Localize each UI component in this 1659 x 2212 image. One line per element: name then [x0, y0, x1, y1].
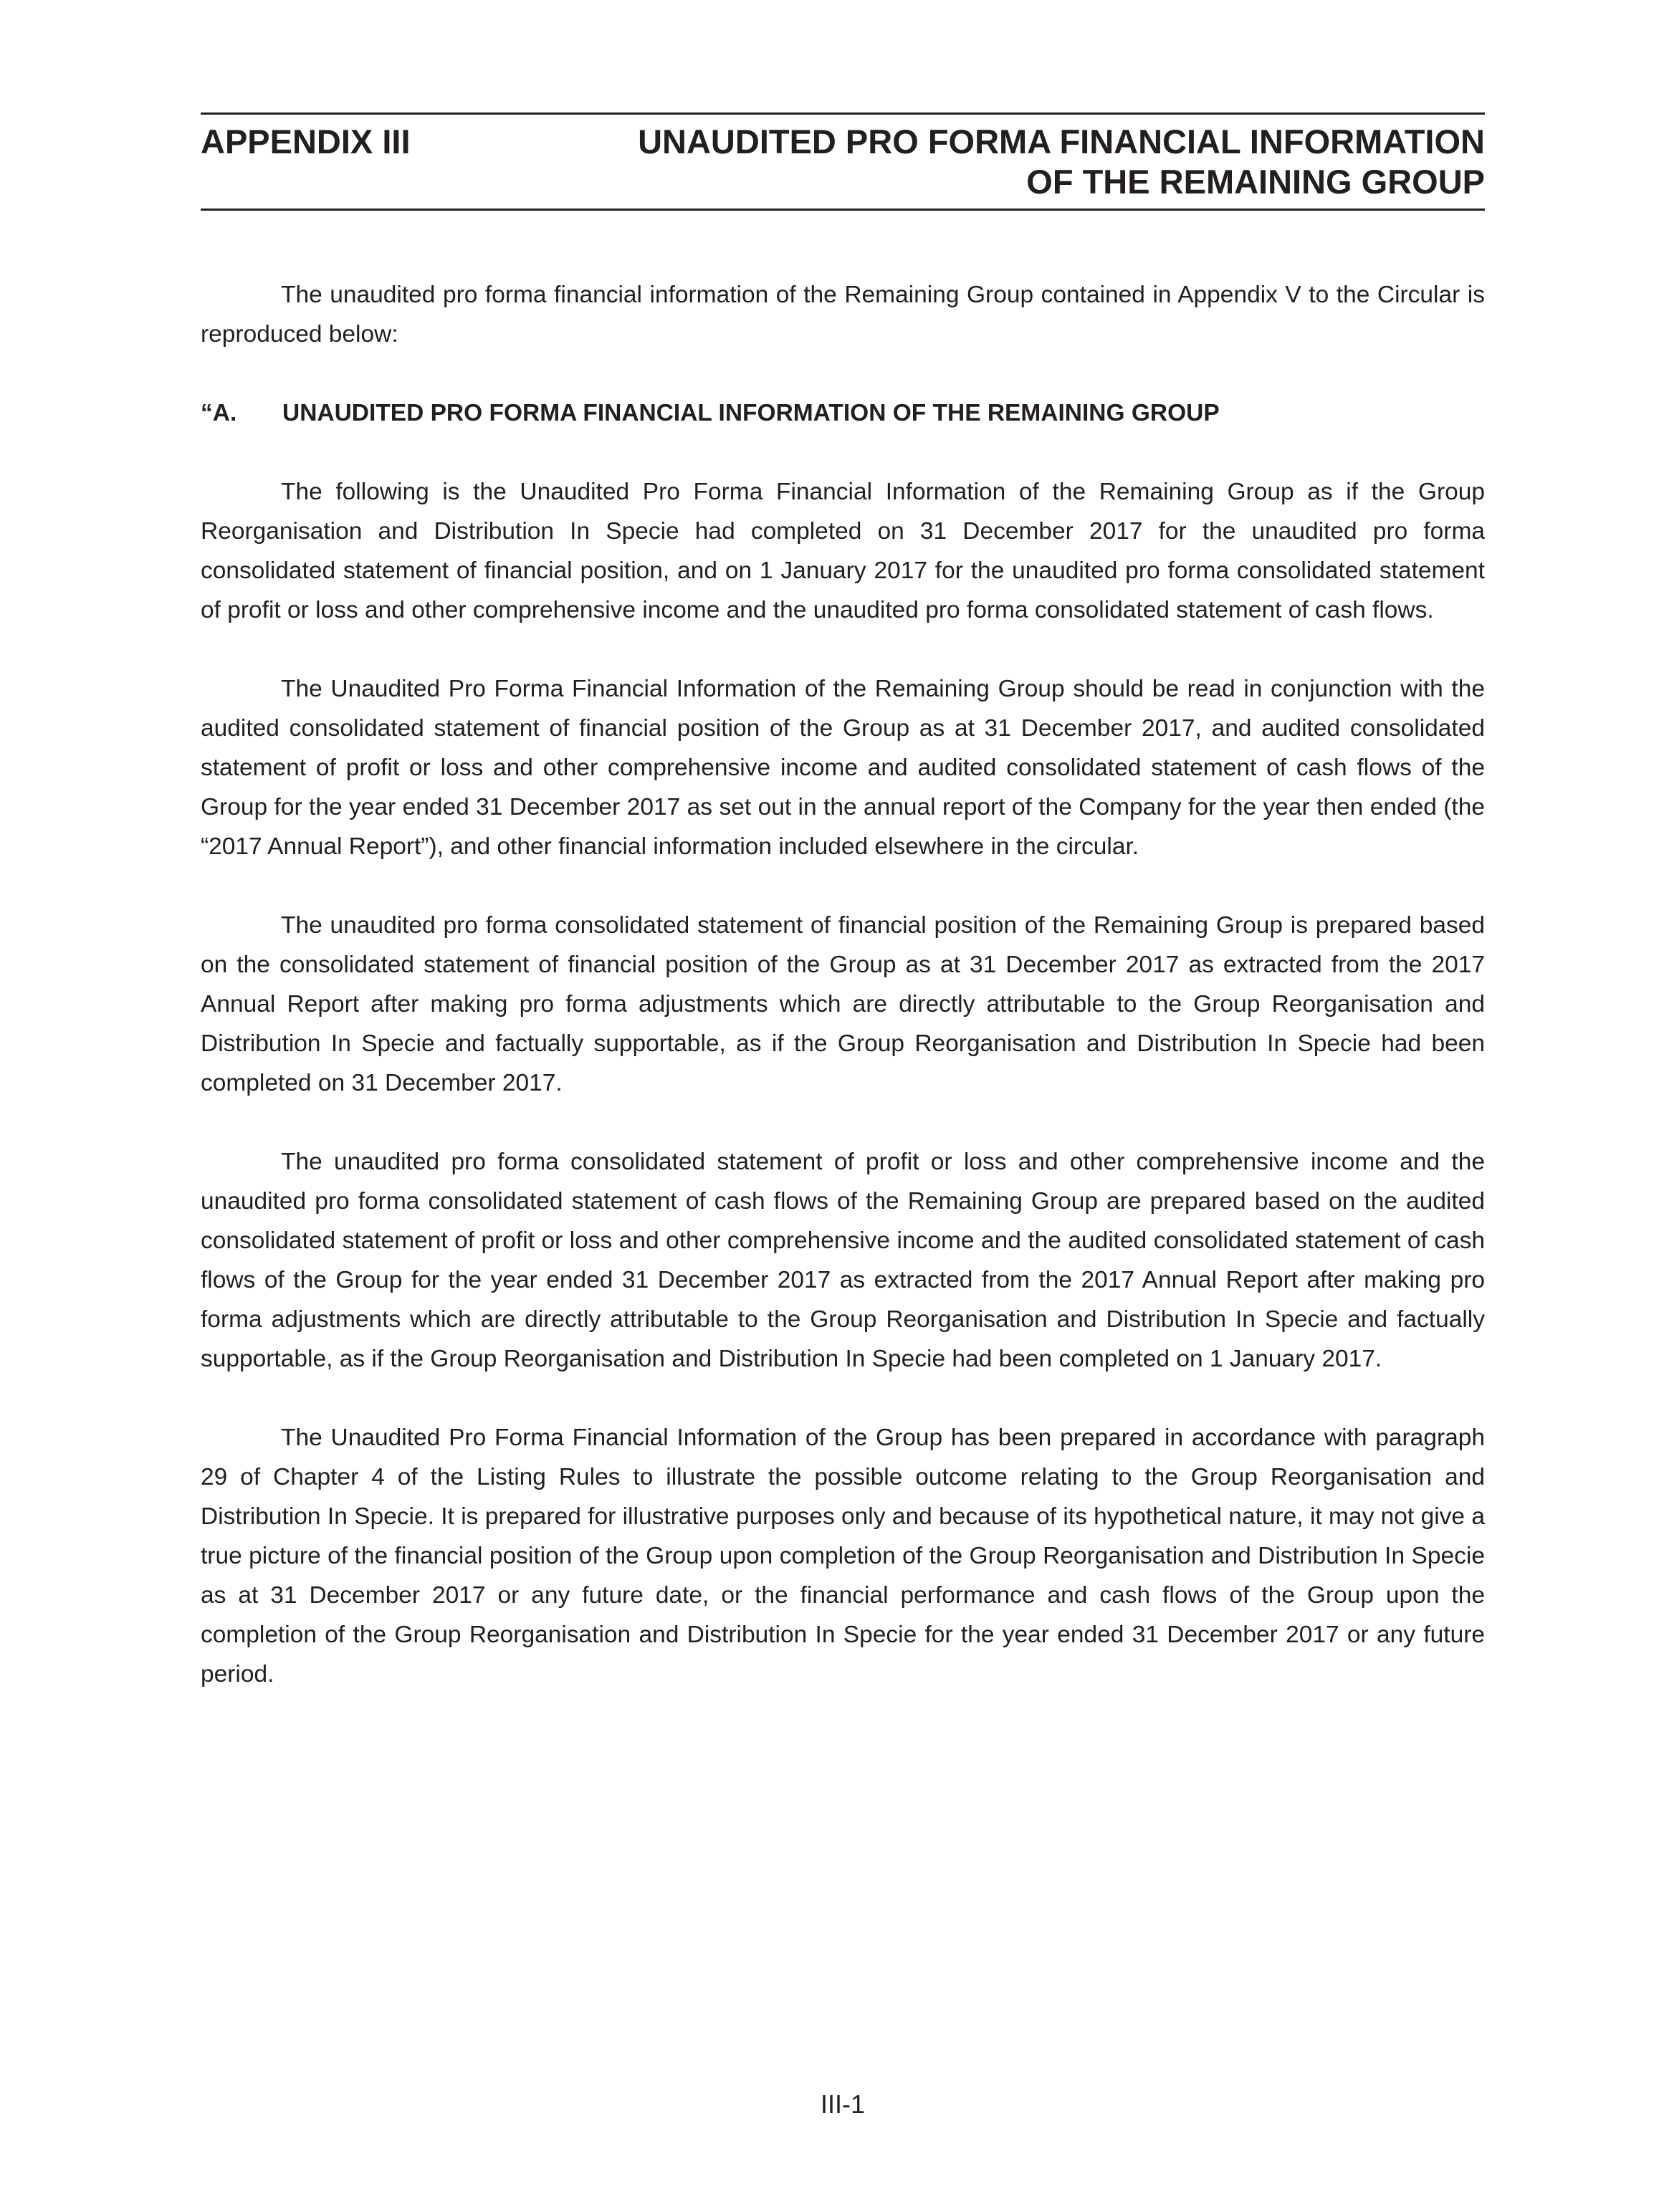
body-paragraph-2: The Unaudited Pro Forma Financial Information of the Remaining Group should be read in conjunction with the audited consolidated statement of financial position of the Group as at 31 December 2017, and audited consolidated statement of profit or loss and other comprehensive income and audited consolidated statement of cash flows of the Group for the year ended 31 December 2017 as set out in the annual report of the Company for the year then ended (the “2017 Annual Report”), and other financial information included elsewhere in the circular.	[201, 676, 1485, 860]
appendix-title-line-2: OF THE REMAINING GROUP	[1026, 163, 1485, 201]
intro-paragraph: The unaudited pro forma financial information of the Remaining Group contained in Appendix V to the Circular is reproduced below:	[201, 282, 1485, 348]
appendix-title-line-1: UNAUDITED PRO FORMA FINANCIAL INFORMATION	[638, 123, 1485, 161]
section-heading	[201, 393, 1485, 433]
section-number: “A.	[201, 400, 237, 426]
page-header	[201, 119, 1485, 205]
document-page	[201, 0, 1485, 2212]
section-title: UNAUDITED PRO FORMA FINANCIAL INFORMATION OF THE REMAINING GROUP	[282, 400, 1220, 426]
page-number: III-1	[820, 2089, 865, 2119]
appendix-label: APPENDIX III	[201, 123, 411, 161]
body-paragraph-3: The unaudited pro forma consolidated statement of financial position of the Remaining Group is prepared based on the consolidated statement of financial position of the Group as at 31 December 2017 as extracted from the 2017 Annual Report after making pro forma adjustments which are directly attributable to the Group Reorganisation and Distribution In Specie and factually supportable, as if the Group Reorganisation and Distribution In Specie had been completed on 31 December 2017.	[201, 912, 1485, 1096]
body-paragraph-4: The unaudited pro forma consolidated statement of profit or loss and other comprehensive income and the unaudited pro forma consolidated statement of cash flows of the Remaining Group are prepared based on the audited consolidated statement of profit or loss and other comprehensive income and the audited consolidated statement of cash flows of the Group for the year ended 31 December 2017 as extracted from the 2017 Annual Report after making pro forma adjustments which are directly attributable to the Group Reorganisation and Distribution In Specie and factually supportable, as if the Group Reorganisation and Distribution In Specie had been completed on 1 January 2017.	[201, 1149, 1485, 1372]
document-body	[201, 275, 1485, 1733]
body-paragraph-1: The following is the Unaudited Pro Forma Financial Information of the Remaining Group as if the Group Reorganisation and Distribution In Specie had completed on 31 December 2017 for the unaudited pro forma consolidated statement of financial position, and on 1 January 2017 for the unaudited pro forma consolidated statement of profit or loss and other comprehensive income and the unaudited pro forma consolidated statement of cash flows.	[201, 479, 1485, 623]
header-bottom-rule	[201, 209, 1485, 211]
appendix-title	[638, 122, 1485, 202]
body-paragraph-5: The Unaudited Pro Forma Financial Information of the Group has been prepared in accordance with paragraph 29 of Chapter 4 of the Listing Rules to illustrate the possible outcome relating to the Group Reorganisation and Distribution In Specie. It is prepared for illustrative purposes only and because of its hypothetical nature, it may not give a true picture of the financial position of the Group upon completion of the Group Reorganisation and Distribution In Specie as at 31 December 2017 or any future date, or the financial performance and cash flows of the Group upon the completion of the Group Reorganisation and Distribution In Specie for the year ended 31 December 2017 or any future period.	[201, 1425, 1485, 1687]
header-top-rule	[201, 112, 1485, 115]
